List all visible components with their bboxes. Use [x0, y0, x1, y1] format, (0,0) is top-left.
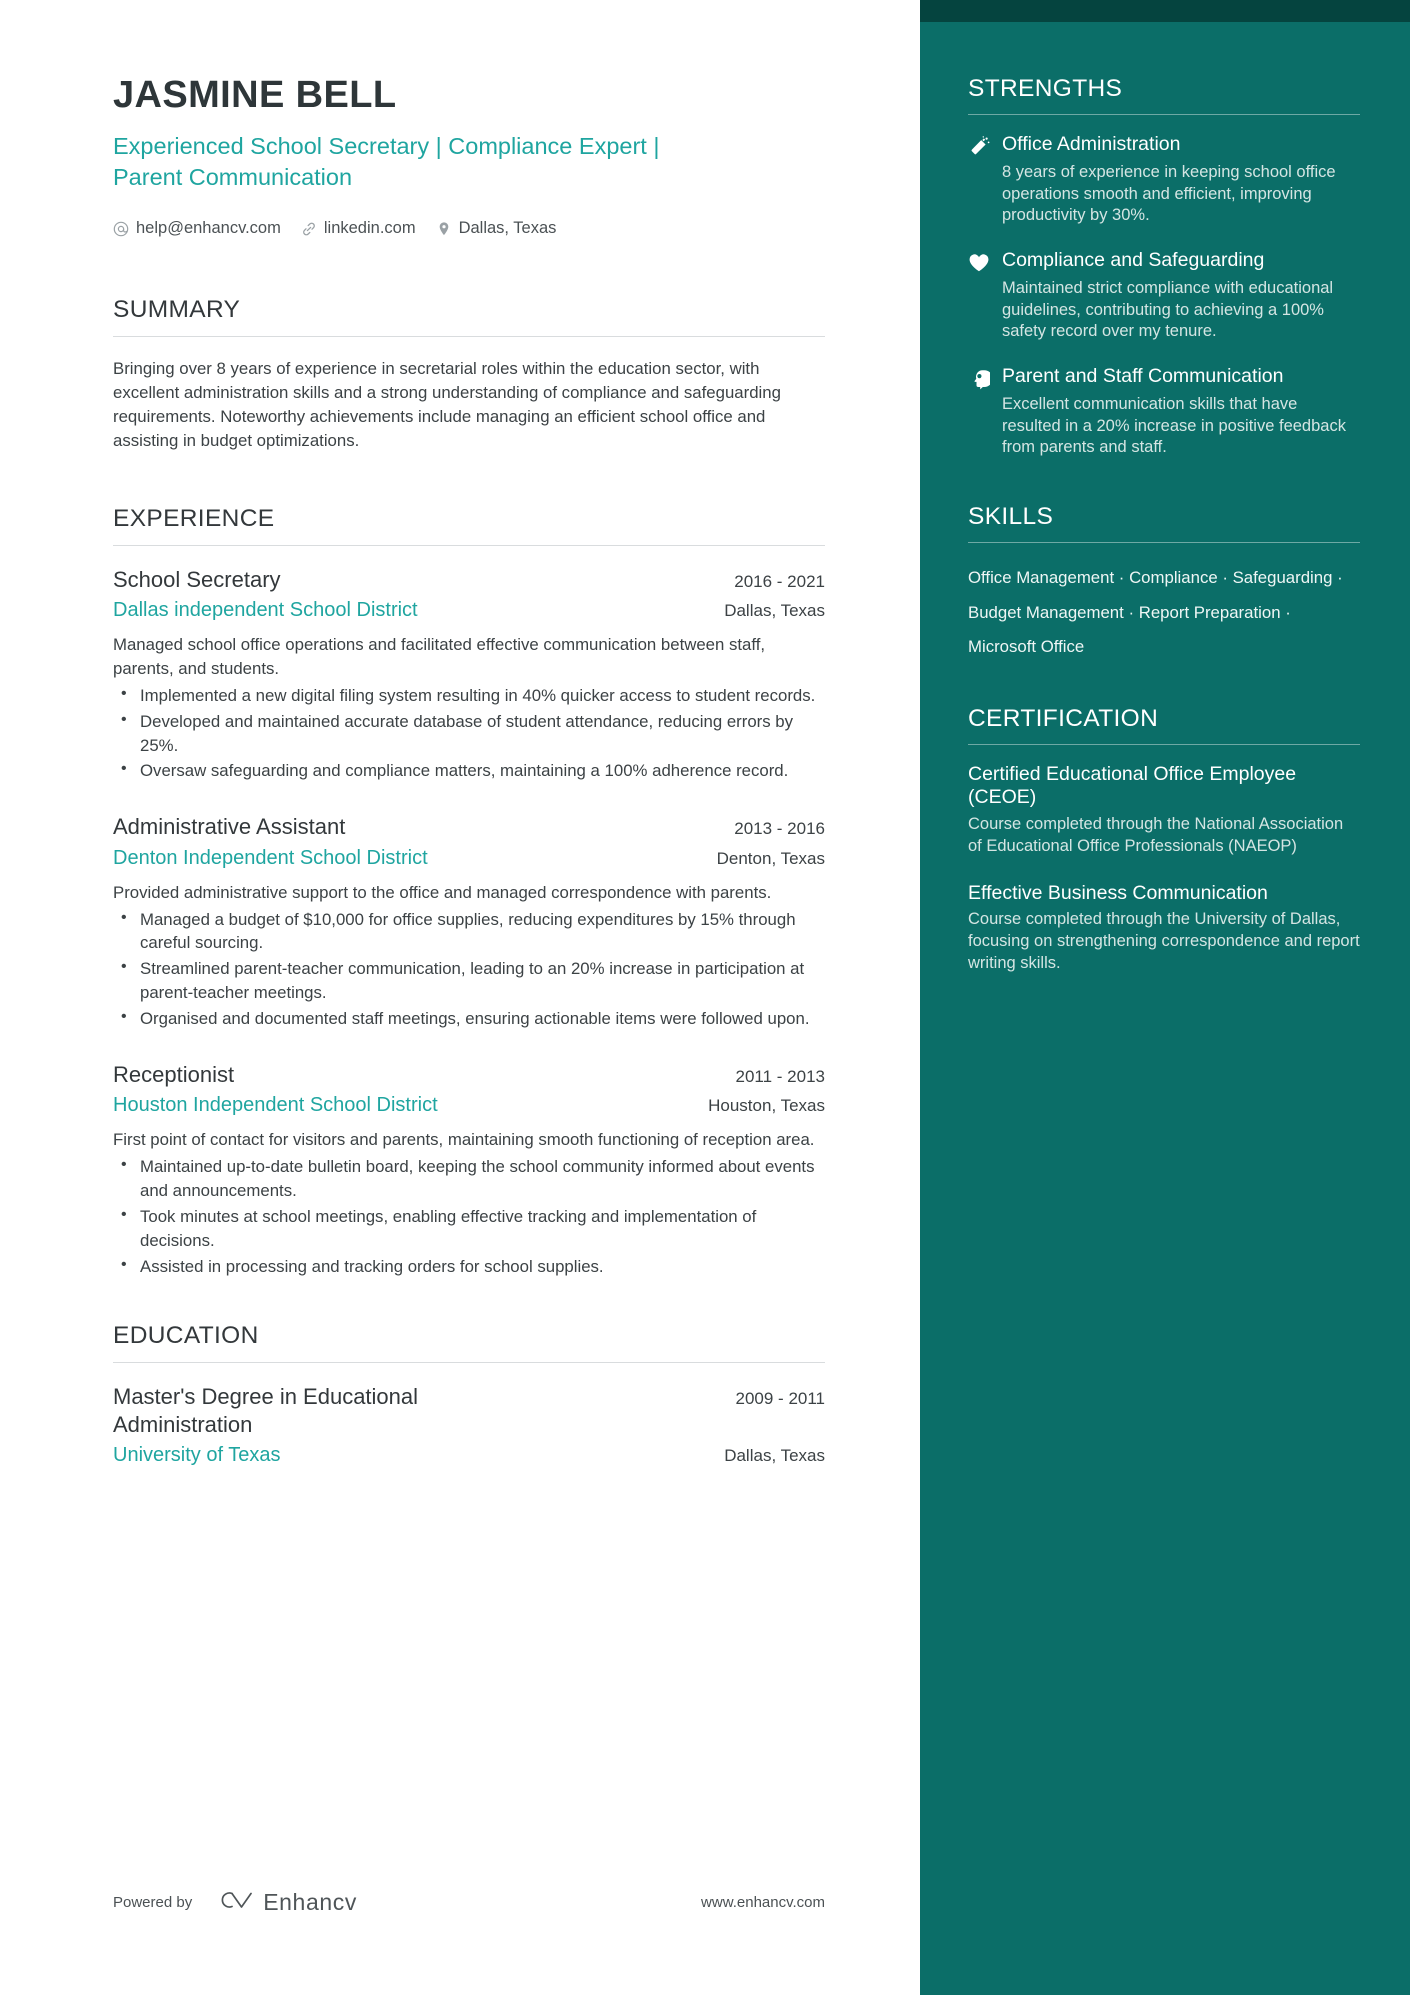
contact-location-label: Dallas, Texas [458, 219, 557, 238]
degree-dates: 2009 - 2011 [735, 1389, 825, 1409]
job-bullet-list [113, 1155, 825, 1278]
strength-description: 8 years of experience in keeping school office operations smooth and efficient, improving productivity by 30%. [1002, 162, 1336, 225]
skill-item: Report Preparation [1138, 602, 1281, 622]
job-bullet: • Developed and maintained accurate database of student attendance, reducing errors by 25%. [113, 710, 825, 758]
job-bullet: • Managed a budget of $10,000 for office supplies, reducing expenditures by 15% through careful sourcing. [113, 908, 825, 956]
education-heading: EDUCATION [113, 1322, 259, 1350]
skills-section [968, 503, 1360, 664]
skill-item: Compliance [1129, 568, 1218, 588]
certification-name: Certified Educational Office Employee (CEOE) [968, 762, 1297, 809]
skill-item: Office Management [968, 568, 1115, 588]
footer [113, 1887, 825, 1917]
email-icon [113, 221, 129, 237]
entry-subheader [113, 1093, 825, 1118]
entry-subheader [113, 598, 825, 623]
strength-name: Office Administration [1002, 133, 1181, 155]
job-bullet: • Organised and documented staff meetings, ensuring actionable items were followed upon. [113, 1007, 825, 1031]
certification-item [968, 882, 1360, 975]
skill-item: Microsoft Office [968, 637, 1085, 657]
job-title: Administrative Assistant [113, 814, 346, 840]
strengths-list [968, 133, 1360, 459]
job-location: Denton, Texas [716, 848, 825, 868]
education-section [113, 1322, 825, 1468]
contact-linkedin[interactable] [301, 219, 416, 238]
skill-separator: · [1123, 602, 1139, 622]
magic-wand-icon [968, 133, 990, 227]
skill-item: Budget Management [968, 602, 1124, 622]
certification-description: Course completed through the National Association of Educational Office Professionals (NAEOP) [968, 815, 1344, 855]
job-organization: Houston Independent School District [113, 1094, 438, 1117]
job-bullet: • Maintained up-to-date bulletin board, keeping the school community informed about events and announcements. [113, 1155, 825, 1203]
job-bullet: • Oversaw safeguarding and compliance matters, maintaining a 100% adherence record. [113, 759, 825, 783]
contact-row [113, 219, 825, 238]
strength-name: Compliance and Safeguarding [1002, 249, 1265, 272]
entry-header [113, 1061, 825, 1089]
job-title: Receptionist [113, 1061, 235, 1087]
powered-by-block [113, 1887, 357, 1917]
certification-description: Course completed through the University of Dallas, focusing on strengthening correspondence and report writing skills. [968, 910, 1360, 972]
entry-header [113, 813, 825, 841]
sidebar-divider [968, 114, 1360, 115]
contact-email[interactable] [113, 219, 281, 238]
entry-subheader [113, 1443, 825, 1468]
job-description: Provided administrative support to the office and managed correspondence with parents. [113, 882, 772, 902]
entry-header [113, 566, 825, 594]
job-description: First point of contact for visitors and parents, maintaining smooth functioning of reception area. [113, 1130, 815, 1150]
job-dates: 2016 - 2021 [734, 571, 825, 591]
skill-separator: · [1332, 568, 1343, 588]
section-divider [113, 545, 825, 546]
experience-list [113, 566, 825, 1279]
entry-header [113, 1383, 825, 1438]
education-list [113, 1383, 825, 1468]
enhancv-brand-name: Enhancv [263, 1888, 357, 1915]
sidebar-divider [968, 542, 1360, 543]
head-speech-icon [968, 365, 990, 459]
job-bullet: • Took minutes at school meetings, enabling effective tracking and implementation of decisions. [113, 1205, 825, 1253]
contact-linkedin-label: linkedin.com [323, 219, 416, 238]
strength-name: Parent and Staff Communication [1002, 365, 1284, 388]
section-divider [113, 336, 825, 337]
link-icon [301, 221, 317, 237]
certification-heading: CERTIFICATION [968, 704, 1159, 732]
education-entry [113, 1383, 825, 1468]
powered-by-label: Powered by [113, 1893, 193, 1911]
page-title: JASMINE BELL [113, 74, 397, 116]
job-title: School Secretary [113, 566, 281, 592]
strength-item [968, 133, 1360, 227]
experience-heading: EXPERIENCE [113, 504, 275, 532]
strength-description: Maintained strict compliance with educational guidelines, contributing to achieving a 100% safety record over my tenure. [1002, 278, 1334, 341]
skill-separator: · [1114, 568, 1130, 588]
enhancv-logo-icon [212, 1887, 254, 1917]
experience-entry [113, 566, 825, 784]
strength-item [968, 365, 1360, 459]
job-dates: 2011 - 2013 [735, 1066, 825, 1086]
job-organization: Denton Independent School District [113, 846, 428, 869]
skills-list [968, 561, 1360, 664]
heart-icon [968, 249, 990, 343]
enhancv-brand [212, 1887, 357, 1917]
job-location: Houston, Texas [708, 1096, 825, 1116]
strength-item [968, 249, 1360, 343]
job-location: Dallas, Texas [724, 601, 825, 621]
job-description: Managed school office operations and facilitated effective communication between staff, parents, and students. [113, 635, 766, 679]
entry-subheader [113, 846, 825, 871]
contact-location [436, 219, 557, 238]
strength-body [1002, 365, 1360, 459]
job-bullet: • Streamlined parent-teacher communication, leading to an 20% increase in participation at parent-teacher meetings. [113, 957, 825, 1005]
strength-description: Excellent communication skills that have resulted in a 20% increase in positive feedback from parents and staff. [1002, 394, 1346, 457]
school-location: Dallas, Texas [724, 1446, 825, 1466]
job-bullet: • Implemented a new digital filing system resulting in 40% quicker access to student records. [113, 684, 825, 708]
school-name: University of Texas [113, 1444, 281, 1467]
section-divider [113, 1362, 825, 1363]
professional-headline: Experienced School Secretary | Compliance Expert | Parent Communication [113, 132, 660, 191]
strengths-section [968, 75, 1360, 459]
job-bullet-list [113, 684, 825, 783]
job-dates: 2013 - 2016 [734, 819, 825, 839]
strengths-heading: STRENGTHS [968, 75, 1123, 102]
location-pin-icon [436, 221, 452, 237]
skills-heading: SKILLS [968, 503, 1054, 531]
experience-section [113, 505, 825, 1279]
certification-list [968, 763, 1360, 975]
skill-item: Safeguarding [1232, 568, 1333, 588]
job-bullet-list [113, 908, 825, 1031]
contact-email-label: help@enhancv.com [136, 219, 281, 238]
certification-section [968, 705, 1360, 975]
skill-separator: · [1280, 602, 1291, 622]
summary-section [113, 296, 825, 452]
sidebar-top-band [920, 0, 1410, 22]
summary-text: Bringing over 8 years of experience in secretarial roles within the education sector, with excellent administration skills and a strong understanding of compliance and safeguarding requirements. Noteworthy achievements include managing an efficient school office and assisting in budget optimizations. [113, 359, 781, 450]
certification-name: Effective Business Communication [968, 881, 1268, 904]
experience-entry [113, 813, 825, 1031]
sidebar [920, 0, 1410, 1995]
skill-separator: · [1217, 568, 1233, 588]
summary-heading: SUMMARY [113, 296, 241, 324]
sidebar-divider [968, 744, 1360, 745]
job-bullet: • Assisted in processing and tracking orders for school supplies. [113, 1255, 825, 1279]
job-organization: Dallas independent School District [113, 599, 418, 622]
strength-body [1002, 133, 1360, 227]
strength-body [1002, 249, 1360, 343]
degree-title: Master's Degree in Educational Administration [113, 1384, 419, 1437]
certification-item [968, 763, 1360, 858]
footer-website[interactable]: www.enhancv.com [701, 1893, 825, 1911]
experience-entry [113, 1061, 825, 1279]
